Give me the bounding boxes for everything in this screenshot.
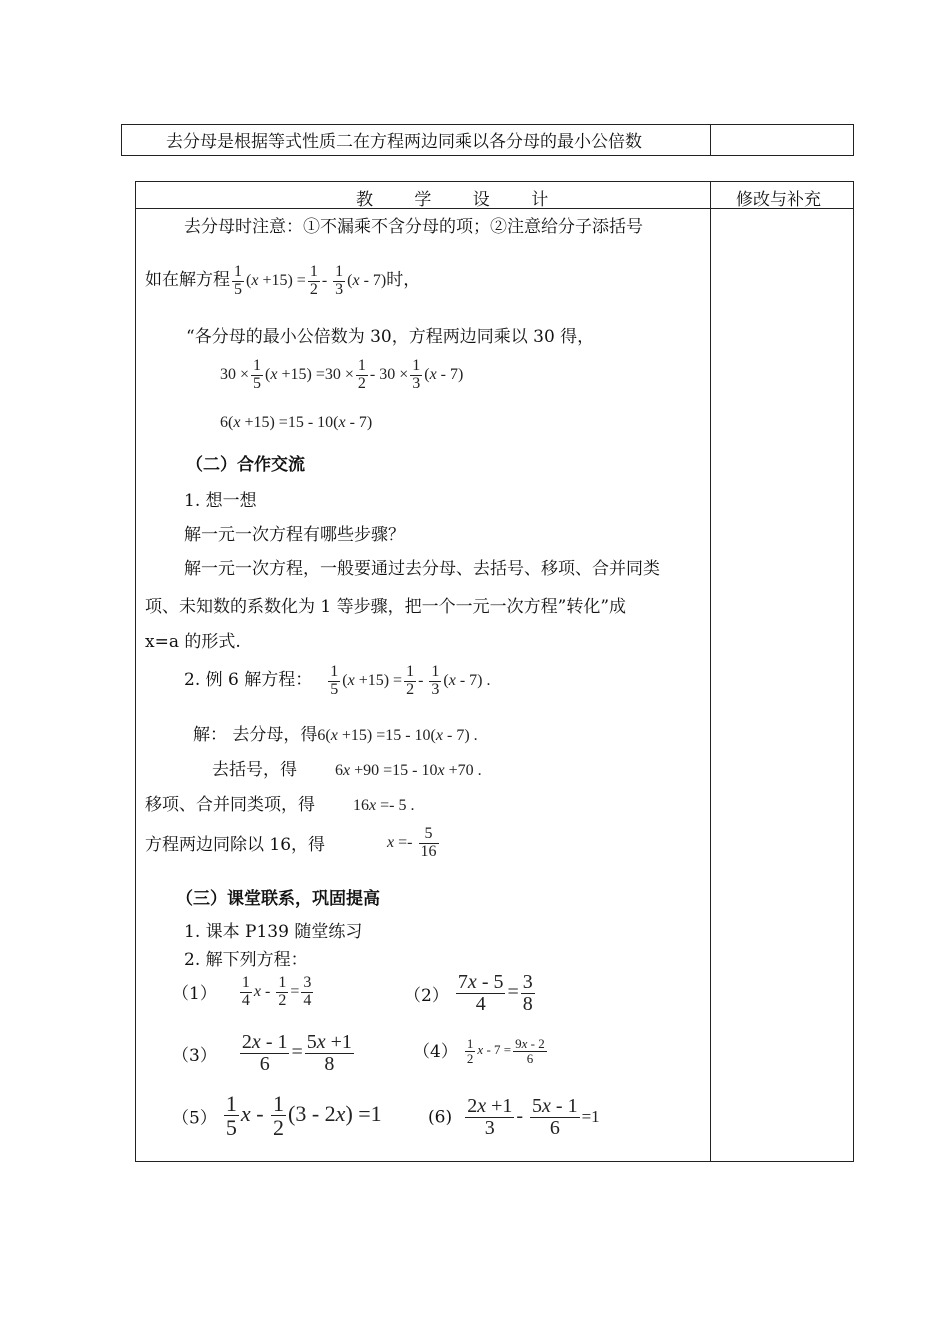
exercise-1-label: （1） <box>172 983 217 1004</box>
solution-step-1-eq: 6(x +15) =15 - 10(x - 7) . <box>317 727 478 744</box>
exercise-3 <box>172 1032 356 1075</box>
exercise-2-label: （2） <box>404 986 449 1007</box>
exercise-6-label: (6) <box>428 1107 453 1128</box>
equation-result: 6(x +15) =15 - 10(x - 7) <box>220 414 373 431</box>
top-table-text: 去分母是根据等式性质二在方程两边同乘以各分母的最小公倍数 <box>166 132 642 152</box>
exercise-6-eq: $\frac{2x +1}{3}$ - $\frac{5x - 1}{6}$ =1 <box>467 1095 600 1139</box>
exercise-2 <box>404 972 537 1015</box>
step-brackets-label: 去括号，得 <box>212 760 297 780</box>
paragraph-note: 去分母时注意：①不漏乘不含分母的项；②注意给分子添括号 <box>184 217 643 237</box>
exercise-5-label: （5） <box>172 1108 217 1129</box>
exercise-1 <box>172 975 315 1010</box>
step-divide-label: 方程两边同除以 16，得 <box>145 834 326 855</box>
solution-step-3-eq: 16x =- 5 . <box>353 797 415 814</box>
exercise-2-eq: $\frac{7x - 5}{4}$ = $\frac{3}{8}$ <box>457 971 533 1015</box>
solution-step-2 <box>212 755 482 780</box>
exercise-3-label: （3） <box>172 1046 217 1067</box>
top-table-divider <box>710 124 711 156</box>
exercise-4 <box>413 1037 549 1065</box>
example-prefix: 如在解方程 <box>145 269 230 290</box>
item-solve: 2. 解下列方程： <box>184 950 308 970</box>
exercise-1-eq: $\frac{1}{4}$ x - $\frac{1}{2}$ = $\frac{3}{4}$ <box>241 974 312 1009</box>
example-suffix: 时， <box>386 269 421 290</box>
paragraph-lcm: “各分母的最小公倍数为 30，方程两边同乘以 30 得， <box>186 327 595 347</box>
equation-multiply-30: 30 × $\frac{1}{5}$ (x +15) =30 × $\frac{1}{2}$ - 30 × $\frac{1}{3}$ (x - 7) <box>220 357 464 392</box>
section-2-title: （二）合作交流 <box>186 455 305 475</box>
answer-line-3: x=a 的形式. <box>145 632 241 652</box>
example-6 <box>184 664 490 699</box>
example-6-label: 2. 例 6 解方程： <box>184 669 313 690</box>
exercise-4-label: （4） <box>413 1042 458 1063</box>
section-3-title: （三）课堂联系，巩固提高 <box>176 889 380 909</box>
step-move-label: 移项、合并同类项，得 <box>145 795 315 815</box>
solution-label: 解： 去分母，得 <box>193 725 318 745</box>
solution-step-4 <box>145 826 441 861</box>
item-think: 1. 想一想 <box>184 491 257 511</box>
question: 解一元一次方程有哪些步骤？ <box>184 525 405 545</box>
exercise-3-eq: $\frac{2x - 1}{6}$ = $\frac{5x +1}{8}$ <box>241 1031 352 1075</box>
exercise-5-eq: $\frac{1}{5}$ x - $\frac{1}{2}$ (3 - 2x) =1 <box>225 1091 382 1141</box>
answer-line-2: 项、未知数的系数化为 1 等步骤，把一个一元一次方程”转化”成 <box>145 597 627 617</box>
exercise-4-eq: $\frac{1}{2}$ x - 7 = $\frac{9x - 2}{6}$ <box>466 1036 545 1066</box>
example-equation: $\frac{1}{5}$ (x +15) = $\frac{1}{2}$ - $\frac{1}{3}$ (x - 7) <box>234 263 387 298</box>
paragraph-example <box>145 264 420 299</box>
header-revisions: 修改与补充 <box>736 190 821 210</box>
exercise-6 <box>428 1096 600 1139</box>
example-6-equation: $\frac{1}{5}$ (x +15) = $\frac{1}{2}$ - $\frac{1}{3}$ (x - 7) . <box>330 663 491 698</box>
solution-step-1 <box>193 720 478 745</box>
item-textbook: 1. 课本 P139 随堂练习 <box>184 922 363 942</box>
header-teaching-design: 教 学 设 计 <box>356 190 567 210</box>
solution-step-4-eq: x =- $\frac{5}{16}$ <box>387 825 437 860</box>
exercise-5 <box>172 1092 382 1139</box>
solution-step-3 <box>145 790 414 815</box>
solution-step-2-eq: 6x +90 =15 - 10x +70 . <box>335 762 482 779</box>
answer-line-1: 解一元一次方程，一般要通过去分母、去括号、移项、合并同类 <box>184 559 660 579</box>
main-table-divider <box>710 181 711 1162</box>
